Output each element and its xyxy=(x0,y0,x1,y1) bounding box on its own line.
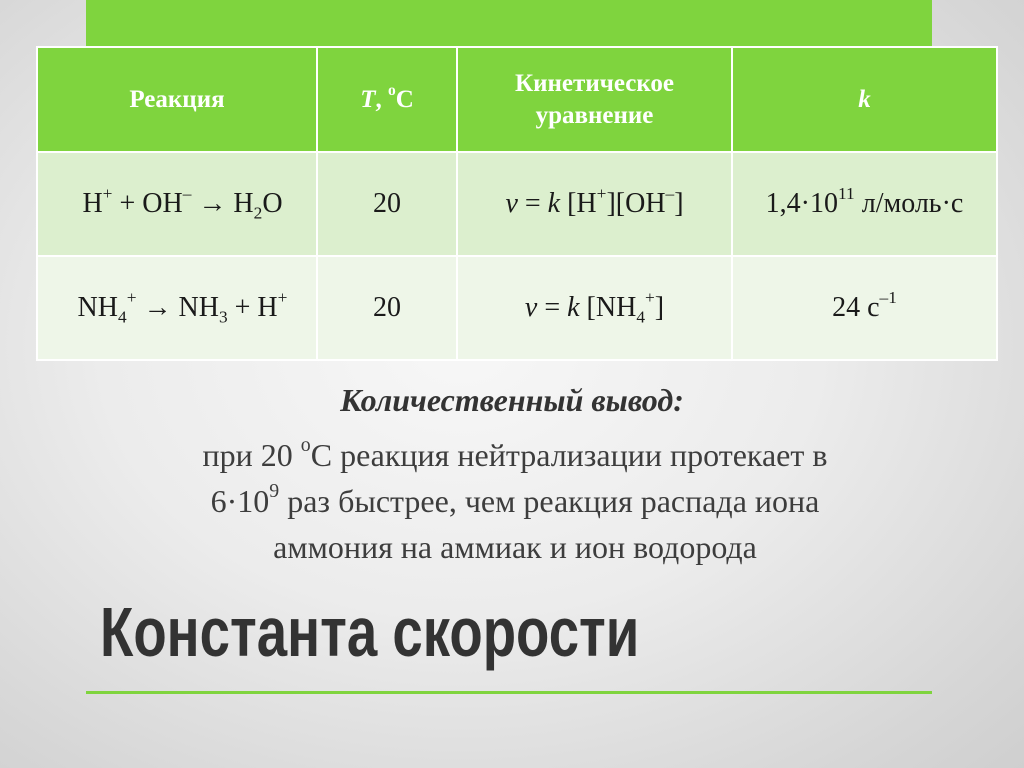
reaction-cell: $NH_4^+ \to NH_3 + H^+$ xyxy=(37,256,317,360)
reaction-cell: $H^+ + OH^- \to H_2O$ xyxy=(37,152,317,256)
header-kinetic-equation: Кинетическое уравнение xyxy=(457,47,732,152)
title-underline xyxy=(86,691,932,694)
equation-cell: v = k $[NH_4^+]$ xyxy=(457,256,732,360)
table-row xyxy=(37,152,997,256)
header-rate-constant: k xyxy=(732,47,997,152)
table-row xyxy=(37,256,997,360)
slide-title: Константа скорости xyxy=(100,593,640,671)
top-accent-band xyxy=(86,0,932,46)
header-temperature: T, $^o$C xyxy=(317,47,457,152)
rate-constant-table xyxy=(36,46,998,361)
equation-cell: v = k [H+][OH–] xyxy=(457,152,732,256)
rate-constant-cell: 24 $с^{-1}$ xyxy=(732,256,997,360)
conclusion-text: при 20 $^о$С реакция нейтрализации протекает в $6\cdot 10^9$ раз быстрее, чем реакция распада иона аммония на аммиак и ион водорода xyxy=(202,434,828,565)
header-reaction: Реакция xyxy=(37,47,317,152)
temperature-cell: 20 xyxy=(317,256,457,360)
temperature-cell: 20 xyxy=(317,152,457,256)
table-header-row xyxy=(37,47,997,152)
rate-constant-cell: $1,4\cdot 10^{11}$ л/моль·с xyxy=(732,152,997,256)
conclusion-heading: Количественный вывод: xyxy=(340,382,684,418)
